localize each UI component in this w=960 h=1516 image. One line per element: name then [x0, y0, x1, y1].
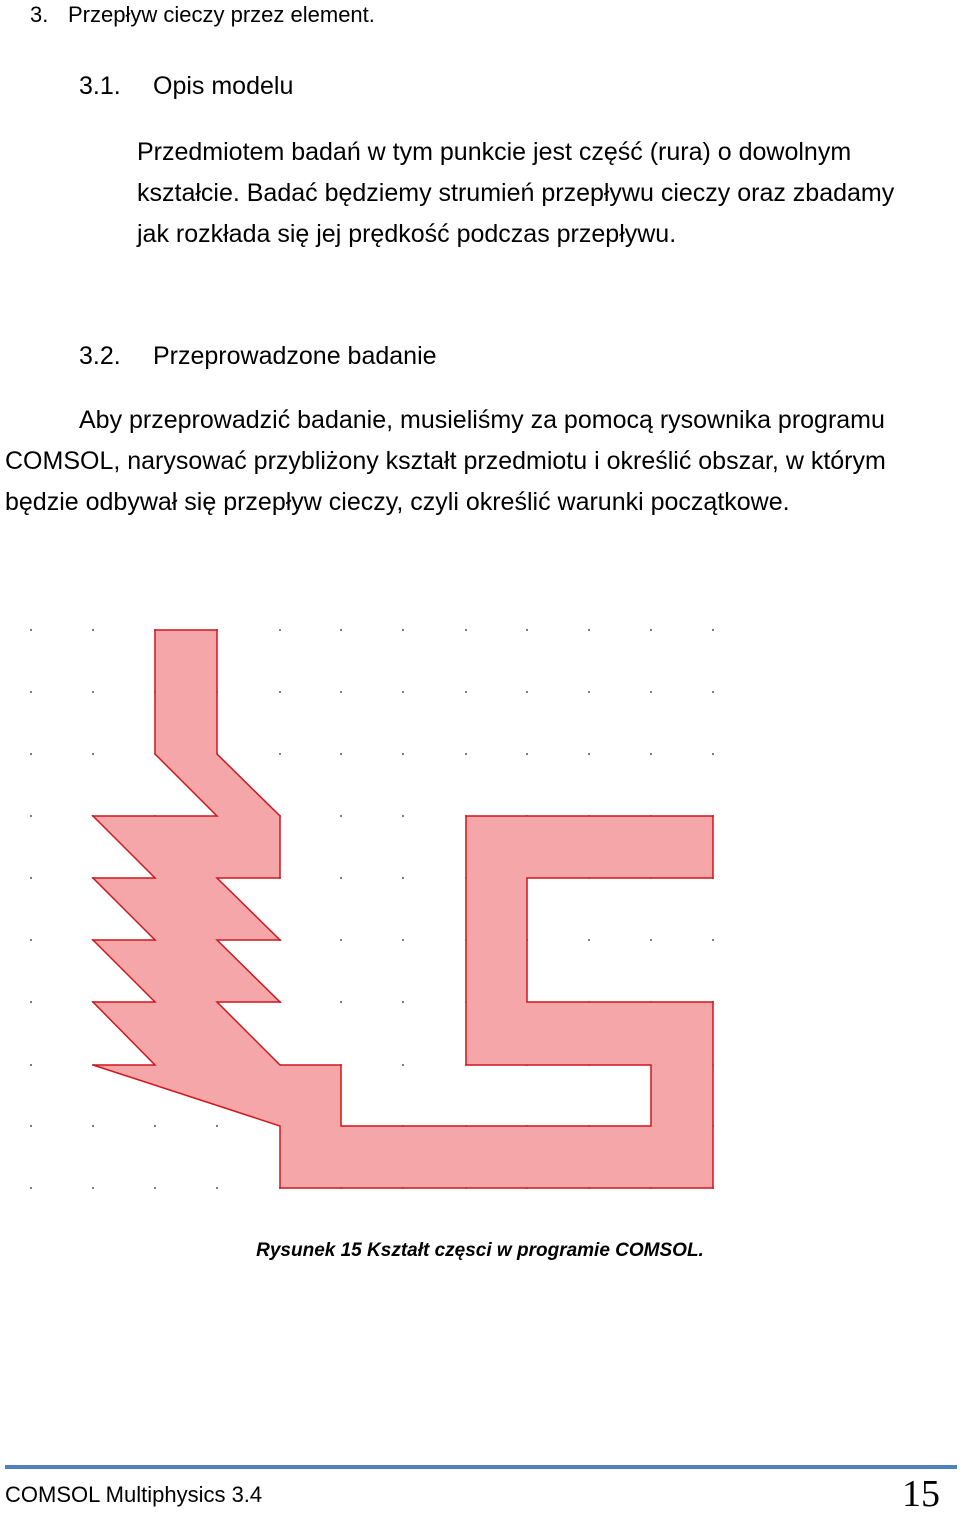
grid-dot — [402, 629, 404, 631]
paragraph-line: będzie odbywał się przepływ cieczy, czyli określić warunki początkowe. — [5, 488, 790, 516]
grid-dot — [30, 815, 32, 817]
grid-dot — [30, 1187, 32, 1189]
grid-dot — [30, 1064, 32, 1066]
grid-dot — [712, 939, 714, 941]
grid-dot — [526, 753, 528, 755]
paragraph-line: kształcie. Badać będziemy strumień przepływu cieczy oraz zbadamy — [137, 179, 895, 207]
footer-rule — [5, 1465, 957, 1469]
section-heading-3-2 — [79, 342, 437, 371]
section-3-1-paragraph — [137, 132, 949, 255]
grid-dot — [154, 1125, 156, 1127]
section-title: Opis modelu — [153, 72, 294, 100]
grid-dot — [402, 1001, 404, 1003]
comsol-geometry-figure — [0, 600, 960, 1220]
grid-dot — [650, 629, 652, 631]
grid-dot — [30, 691, 32, 693]
grid-dot — [92, 1125, 94, 1127]
chapter-number: 3. — [30, 2, 49, 27]
paragraph-line: Aby przeprowadzić badanie, musieliśmy za pomocą rysownika programu — [79, 406, 885, 434]
section-3-2-paragraph — [5, 400, 950, 523]
grid-dot — [340, 1001, 342, 1003]
grid-dot — [402, 1064, 404, 1066]
grid-dot — [650, 753, 652, 755]
grid-dot — [402, 877, 404, 879]
grid-dot — [279, 753, 281, 755]
chapter-heading — [30, 2, 375, 28]
section-title: Przeprowadzone badanie — [153, 342, 437, 370]
grid-dot — [340, 939, 342, 941]
grid-dot — [30, 939, 32, 941]
paragraph-line: Przedmiotem badań w tym punkcie jest część (rura) o dowolnym — [137, 138, 852, 166]
grid-dot — [588, 753, 590, 755]
pipe-shape — [93, 630, 713, 1188]
grid-dot — [216, 1125, 218, 1127]
grid-dot — [465, 691, 467, 693]
grid-dot — [465, 629, 467, 631]
paragraph-line: jak rozkłada się jej prędkość podczas przepływu. — [137, 220, 677, 248]
grid-dot — [30, 1001, 32, 1003]
grid-dot — [30, 753, 32, 755]
grid-dot — [92, 691, 94, 693]
grid-dot — [154, 1187, 156, 1189]
chapter-title: Przepływ cieczy przez element. — [68, 2, 375, 27]
grid-dot — [526, 691, 528, 693]
grid-dot — [402, 753, 404, 755]
section-number: 3.1. — [79, 72, 121, 100]
grid-dot — [712, 753, 714, 755]
grid-dot — [216, 1187, 218, 1189]
geometry-drawing — [0, 600, 960, 1220]
grid-dot — [402, 815, 404, 817]
grid-dot — [340, 753, 342, 755]
grid-dot — [30, 877, 32, 879]
grid-dot — [92, 1187, 94, 1189]
grid-dot — [650, 691, 652, 693]
grid-dot — [712, 691, 714, 693]
grid-dot — [92, 753, 94, 755]
section-number: 3.2. — [79, 342, 121, 370]
grid-dot — [340, 691, 342, 693]
grid-dot — [340, 815, 342, 817]
grid-dot — [30, 629, 32, 631]
grid-dot — [712, 629, 714, 631]
page-number: 15 — [902, 1473, 940, 1515]
grid-dot — [340, 877, 342, 879]
grid-dot — [526, 629, 528, 631]
grid-dot — [402, 939, 404, 941]
paragraph-line: COMSOL, narysować przybliżony kształt przedmiotu i określić obszar, w którym — [5, 447, 886, 475]
grid-dot — [279, 629, 281, 631]
footer-title: COMSOL Multiphysics 3.4 — [5, 1482, 263, 1507]
grid-dot — [588, 691, 590, 693]
grid-dot — [340, 629, 342, 631]
section-heading-3-1 — [79, 72, 293, 101]
figure-caption: Rysunek 15 Kształt częsci w programie COMSOL. — [256, 1240, 704, 1261]
grid-dot — [588, 939, 590, 941]
grid-dot — [30, 1125, 32, 1127]
grid-dot — [92, 629, 94, 631]
grid-dot — [465, 753, 467, 755]
grid-dot — [650, 939, 652, 941]
grid-dot — [402, 691, 404, 693]
grid-dot — [279, 691, 281, 693]
grid-dot — [588, 629, 590, 631]
